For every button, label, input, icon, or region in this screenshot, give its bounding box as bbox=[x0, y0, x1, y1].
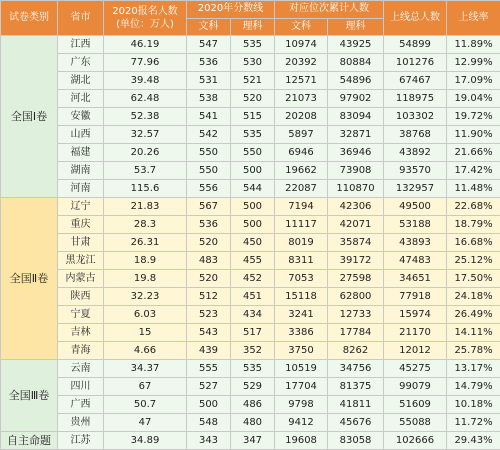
wenke-line-cell: 483 bbox=[187, 252, 231, 270]
province-cell: 辽宁 bbox=[58, 198, 104, 216]
wenke-count-cell: 19608 bbox=[275, 432, 328, 450]
province-cell: 四川 bbox=[58, 378, 104, 396]
table-row bbox=[1, 306, 500, 324]
like-count-cell: 110870 bbox=[328, 180, 384, 198]
rate-cell: 11.72% bbox=[447, 414, 500, 432]
wenke-count-cell: 19662 bbox=[275, 162, 328, 180]
applicants-cell: 4.66 bbox=[104, 342, 187, 360]
like-count-cell: 36946 bbox=[328, 144, 384, 162]
province-cell: 吉林 bbox=[58, 324, 104, 342]
table-row bbox=[1, 54, 500, 72]
wenke-count-cell: 8311 bbox=[275, 252, 328, 270]
applicants-cell: 46.19 bbox=[104, 36, 187, 54]
table-row bbox=[1, 234, 500, 252]
table-row bbox=[1, 72, 500, 90]
wenke-count-cell: 7194 bbox=[275, 198, 328, 216]
like-line-cell: 352 bbox=[231, 342, 275, 360]
header-score-line: 2020年分数线 bbox=[187, 1, 275, 19]
province-cell: 陕西 bbox=[58, 288, 104, 306]
province-cell: 内蒙古 bbox=[58, 270, 104, 288]
like-line-cell: 486 bbox=[231, 396, 275, 414]
total-cell: 101276 bbox=[384, 54, 447, 72]
province-cell: 甘肃 bbox=[58, 234, 104, 252]
rate-cell: 24.18% bbox=[447, 288, 500, 306]
wenke-line-cell: 541 bbox=[187, 108, 231, 126]
header-applicants-line: (单位：万人) bbox=[116, 19, 174, 30]
like-count-cell: 45676 bbox=[328, 414, 384, 432]
table-row bbox=[1, 252, 500, 270]
like-count-cell: 34756 bbox=[328, 360, 384, 378]
like-count-cell: 83058 bbox=[328, 432, 384, 450]
header-score-like: 理科 bbox=[231, 18, 275, 36]
total-cell: 43893 bbox=[384, 234, 447, 252]
wenke-line-cell: 547 bbox=[187, 36, 231, 54]
like-count-cell: 27598 bbox=[328, 270, 384, 288]
wenke-count-cell: 21073 bbox=[275, 90, 328, 108]
like-count-cell: 62800 bbox=[328, 288, 384, 306]
table-row bbox=[1, 360, 500, 378]
rate-cell: 21.66% bbox=[447, 144, 500, 162]
rate-cell: 12.99% bbox=[447, 54, 500, 72]
like-line-cell: 451 bbox=[231, 288, 275, 306]
like-count-cell: 83094 bbox=[328, 108, 384, 126]
wenke-count-cell: 20392 bbox=[275, 54, 328, 72]
rate-cell: 10.18% bbox=[447, 396, 500, 414]
province-cell: 江西 bbox=[58, 36, 104, 54]
category-cell: 全国Ⅲ卷 bbox=[1, 360, 58, 432]
like-count-cell: 73908 bbox=[328, 162, 384, 180]
wenke-line-cell: 542 bbox=[187, 126, 231, 144]
like-line-cell: 517 bbox=[231, 324, 275, 342]
like-count-cell: 97902 bbox=[328, 90, 384, 108]
wenke-line-cell: 536 bbox=[187, 54, 231, 72]
like-line-cell: 520 bbox=[231, 90, 275, 108]
applicants-cell: 28.3 bbox=[104, 216, 187, 234]
table-row bbox=[1, 414, 500, 432]
total-cell: 21170 bbox=[384, 324, 447, 342]
wenke-line-cell: 500 bbox=[187, 396, 231, 414]
rate-cell: 22.68% bbox=[447, 198, 500, 216]
like-count-cell: 41811 bbox=[328, 396, 384, 414]
like-count-cell: 39172 bbox=[328, 252, 384, 270]
like-count-cell: 8262 bbox=[328, 342, 384, 360]
applicants-cell: 34.37 bbox=[104, 360, 187, 378]
applicants-cell: 50.7 bbox=[104, 396, 187, 414]
rate-cell: 11.89% bbox=[447, 36, 500, 54]
wenke-line-cell: 543 bbox=[187, 324, 231, 342]
wenke-count-cell: 12571 bbox=[275, 72, 328, 90]
wenke-count-cell: 7053 bbox=[275, 270, 328, 288]
like-count-cell: 17784 bbox=[328, 324, 384, 342]
rate-cell: 29.43% bbox=[447, 432, 500, 450]
like-count-cell: 35874 bbox=[328, 234, 384, 252]
like-count-cell: 43925 bbox=[328, 36, 384, 54]
like-line-cell: 480 bbox=[231, 414, 275, 432]
province-cell: 河北 bbox=[58, 90, 104, 108]
total-cell: 99079 bbox=[384, 378, 447, 396]
rate-cell: 25.78% bbox=[447, 342, 500, 360]
total-cell: 103302 bbox=[384, 108, 447, 126]
header-total-above: 上线总人数 bbox=[384, 1, 447, 36]
applicants-cell: 32.23 bbox=[104, 288, 187, 306]
table-row bbox=[1, 198, 500, 216]
total-cell: 43892 bbox=[384, 144, 447, 162]
province-cell: 黑龙江 bbox=[58, 252, 104, 270]
applicants-cell: 6.03 bbox=[104, 306, 187, 324]
like-count-cell: 12733 bbox=[328, 306, 384, 324]
table-row bbox=[1, 108, 500, 126]
rate-cell: 19.04% bbox=[447, 90, 500, 108]
applicants-cell: 39.48 bbox=[104, 72, 187, 90]
like-line-cell: 500 bbox=[231, 216, 275, 234]
table-row bbox=[1, 180, 500, 198]
rate-cell: 18.79% bbox=[447, 216, 500, 234]
rate-cell: 13.17% bbox=[447, 360, 500, 378]
wenke-line-cell: 538 bbox=[187, 90, 231, 108]
applicants-cell: 34.89 bbox=[104, 432, 187, 450]
wenke-count-cell: 3386 bbox=[275, 324, 328, 342]
total-cell: 45275 bbox=[384, 360, 447, 378]
rate-cell: 11.90% bbox=[447, 126, 500, 144]
table-row bbox=[1, 126, 500, 144]
header-score-wenke: 文科 bbox=[187, 18, 231, 36]
header-applicants-line: 2020报名人数 bbox=[112, 6, 177, 17]
province-cell: 广东 bbox=[58, 54, 104, 72]
table-row bbox=[1, 342, 500, 360]
wenke-line-cell: 548 bbox=[187, 414, 231, 432]
applicants-cell: 18.9 bbox=[104, 252, 187, 270]
table-row bbox=[1, 324, 500, 342]
applicants-cell: 67 bbox=[104, 378, 187, 396]
total-cell: 102666 bbox=[384, 432, 447, 450]
like-line-cell: 500 bbox=[231, 162, 275, 180]
applicants-cell: 62.48 bbox=[104, 90, 187, 108]
table-row bbox=[1, 396, 500, 414]
like-line-cell: 544 bbox=[231, 180, 275, 198]
province-cell: 湖南 bbox=[58, 162, 104, 180]
like-line-cell: 455 bbox=[231, 252, 275, 270]
total-cell: 47483 bbox=[384, 252, 447, 270]
wenke-count-cell: 20208 bbox=[275, 108, 328, 126]
like-count-cell: 42306 bbox=[328, 198, 384, 216]
like-line-cell: 529 bbox=[231, 378, 275, 396]
rate-cell: 17.42% bbox=[447, 162, 500, 180]
province-cell: 河南 bbox=[58, 180, 104, 198]
province-cell: 山西 bbox=[58, 126, 104, 144]
total-cell: 77918 bbox=[384, 288, 447, 306]
total-cell: 15974 bbox=[384, 306, 447, 324]
like-count-cell: 80884 bbox=[328, 54, 384, 72]
like-count-cell: 81375 bbox=[328, 378, 384, 396]
province-cell: 宁夏 bbox=[58, 306, 104, 324]
wenke-count-cell: 9412 bbox=[275, 414, 328, 432]
wenke-line-cell: 439 bbox=[187, 342, 231, 360]
table-header bbox=[1, 1, 500, 36]
wenke-count-cell: 3750 bbox=[275, 342, 328, 360]
wenke-line-cell: 520 bbox=[187, 234, 231, 252]
total-cell: 51609 bbox=[384, 396, 447, 414]
category-cell: 全国Ⅱ卷 bbox=[1, 198, 58, 360]
wenke-line-cell: 550 bbox=[187, 144, 231, 162]
wenke-line-cell: 520 bbox=[187, 270, 231, 288]
category-cell: 全国Ⅰ卷 bbox=[1, 36, 58, 198]
total-cell: 132957 bbox=[384, 180, 447, 198]
applicants-cell: 47 bbox=[104, 414, 187, 432]
wenke-line-cell: 550 bbox=[187, 162, 231, 180]
province-cell: 广西 bbox=[58, 396, 104, 414]
wenke-count-cell: 10519 bbox=[275, 360, 328, 378]
wenke-count-cell: 5897 bbox=[275, 126, 328, 144]
total-cell: 55088 bbox=[384, 414, 447, 432]
table-row bbox=[1, 162, 500, 180]
wenke-line-cell: 527 bbox=[187, 378, 231, 396]
table-row bbox=[1, 270, 500, 288]
wenke-count-cell: 11117 bbox=[275, 216, 328, 234]
wenke-count-cell: 3241 bbox=[275, 306, 328, 324]
like-line-cell: 535 bbox=[231, 36, 275, 54]
total-cell: 49500 bbox=[384, 198, 447, 216]
total-cell: 118975 bbox=[384, 90, 447, 108]
applicants-cell: 19.8 bbox=[104, 270, 187, 288]
province-cell: 安徽 bbox=[58, 108, 104, 126]
like-line-cell: 452 bbox=[231, 270, 275, 288]
rate-cell: 14.79% bbox=[447, 378, 500, 396]
province-cell: 青海 bbox=[58, 342, 104, 360]
header-applicants bbox=[104, 1, 187, 36]
applicants-cell: 20.26 bbox=[104, 144, 187, 162]
rate-cell: 17.09% bbox=[447, 72, 500, 90]
province-cell: 福建 bbox=[58, 144, 104, 162]
like-line-cell: 515 bbox=[231, 108, 275, 126]
total-cell: 34651 bbox=[384, 270, 447, 288]
like-line-cell: 550 bbox=[231, 144, 275, 162]
total-cell: 93570 bbox=[384, 162, 447, 180]
like-count-cell: 54896 bbox=[328, 72, 384, 90]
applicants-cell: 21.83 bbox=[104, 198, 187, 216]
header-category: 试卷类别 bbox=[1, 1, 58, 36]
header-province: 省市 bbox=[58, 1, 104, 36]
province-cell: 湖北 bbox=[58, 72, 104, 90]
wenke-count-cell: 6946 bbox=[275, 144, 328, 162]
header-rate: 上线率 bbox=[447, 1, 500, 36]
wenke-count-cell: 9798 bbox=[275, 396, 328, 414]
wenke-count-cell: 17704 bbox=[275, 378, 328, 396]
rate-cell: 19.72% bbox=[447, 108, 500, 126]
like-line-cell: 530 bbox=[231, 54, 275, 72]
total-cell: 54899 bbox=[384, 36, 447, 54]
table-row bbox=[1, 378, 500, 396]
wenke-line-cell: 523 bbox=[187, 306, 231, 324]
like-line-cell: 535 bbox=[231, 360, 275, 378]
like-count-cell: 42071 bbox=[328, 216, 384, 234]
rate-cell: 11.48% bbox=[447, 180, 500, 198]
wenke-count-cell: 15118 bbox=[275, 288, 328, 306]
like-count-cell: 32871 bbox=[328, 126, 384, 144]
wenke-line-cell: 536 bbox=[187, 216, 231, 234]
wenke-count-cell: 10974 bbox=[275, 36, 328, 54]
wenke-line-cell: 555 bbox=[187, 360, 231, 378]
applicants-cell: 77.96 bbox=[104, 54, 187, 72]
wenke-count-cell: 8019 bbox=[275, 234, 328, 252]
table-row bbox=[1, 216, 500, 234]
table-row bbox=[1, 288, 500, 306]
rate-cell: 26.49% bbox=[447, 306, 500, 324]
category-cell: 自主命题 bbox=[1, 432, 58, 450]
like-line-cell: 521 bbox=[231, 72, 275, 90]
rate-cell: 14.11% bbox=[447, 324, 500, 342]
applicants-cell: 32.57 bbox=[104, 126, 187, 144]
like-line-cell: 500 bbox=[231, 198, 275, 216]
like-line-cell: 450 bbox=[231, 234, 275, 252]
total-cell: 12012 bbox=[384, 342, 447, 360]
rate-cell: 25.12% bbox=[447, 252, 500, 270]
rate-cell: 17.50% bbox=[447, 270, 500, 288]
applicants-cell: 52.38 bbox=[104, 108, 187, 126]
applicants-cell: 53.7 bbox=[104, 162, 187, 180]
total-cell: 67467 bbox=[384, 72, 447, 90]
total-cell: 38768 bbox=[384, 126, 447, 144]
header-rank-like: 理科 bbox=[328, 18, 384, 36]
wenke-line-cell: 567 bbox=[187, 198, 231, 216]
like-line-cell: 347 bbox=[231, 432, 275, 450]
wenke-line-cell: 556 bbox=[187, 180, 231, 198]
header-rank-wenke: 文科 bbox=[275, 18, 328, 36]
province-cell: 贵州 bbox=[58, 414, 104, 432]
like-line-cell: 535 bbox=[231, 126, 275, 144]
applicants-cell: 115.6 bbox=[104, 180, 187, 198]
wenke-line-cell: 343 bbox=[187, 432, 231, 450]
applicants-cell: 26.31 bbox=[104, 234, 187, 252]
province-cell: 重庆 bbox=[58, 216, 104, 234]
wenke-line-cell: 531 bbox=[187, 72, 231, 90]
table-row bbox=[1, 90, 500, 108]
table-row bbox=[1, 144, 500, 162]
province-cell: 云南 bbox=[58, 360, 104, 378]
wenke-count-cell: 22087 bbox=[275, 180, 328, 198]
rate-cell: 16.68% bbox=[447, 234, 500, 252]
applicants-cell: 15 bbox=[104, 324, 187, 342]
header-rank-count: 对应位次累计人数 bbox=[275, 1, 384, 19]
table-body bbox=[1, 36, 500, 450]
province-cell: 江苏 bbox=[58, 432, 104, 450]
table-row bbox=[1, 36, 500, 54]
wenke-line-cell: 512 bbox=[187, 288, 231, 306]
like-line-cell: 434 bbox=[231, 306, 275, 324]
total-cell: 53188 bbox=[384, 216, 447, 234]
